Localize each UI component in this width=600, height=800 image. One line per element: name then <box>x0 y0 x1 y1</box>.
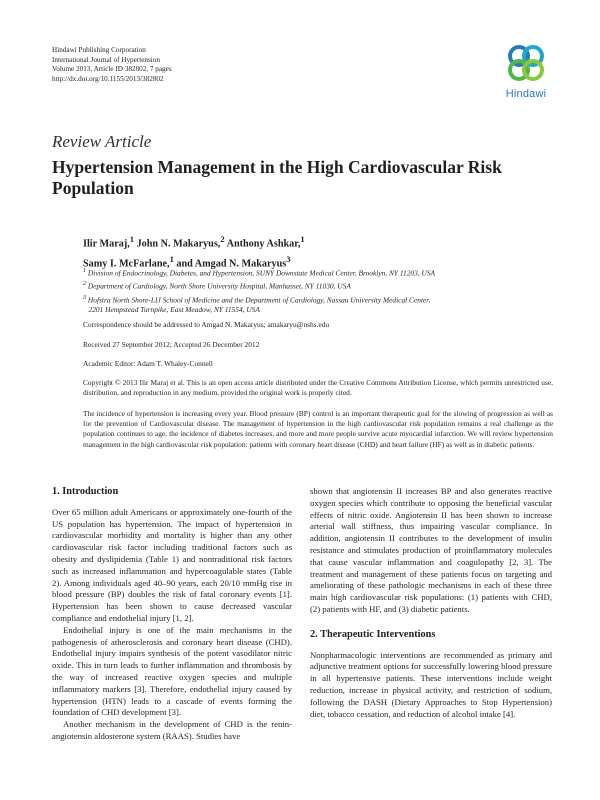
intro-paragraph-continued: shown that angiotensin II increases BP and also generates reactive oxygen species which contribute to opposing the beneficial vascular effects of nitric oxide. Angiotensin II has been shown to increase arterial wall stiffness, thus impairing vascular compliance. In addition, angiotensin II contributes to the development of insulin resistance and stimulates production of proinflammatory molecules that cause vascular inflammation and coagulopathy [2, 3]. The treatment and management of these patients focus on targeting and ameliorating of these pathologic mechanisms in each of these three main high cardiovascular risk populations: (1) patients with CHD, (2) patients with HF, and (3) diabetic patients. <box>310 486 552 614</box>
intro-paragraph-1: Over 65 million adult Americans or approximately one-fourth of the US population has hypertension. The impact of hypertension in cardiovascular morbidity and mortality is higher than any other cardiovascular risk factor including traditional factors such as obesity and dyslipidemia (Table 1) and nontraditional risk factors such as increased inflammation and hypercoagulable states (Table 2). Among individuals aged 40–90 years, each 20/10 mmHg rise in blood pressure (BP) doubles the risk of fatal coronary events [1]. Hypertension has been shown to cause decreased vascular compliance and endothelial injury [1, 2]. <box>52 506 292 623</box>
article-title: Hypertension Management in the High Cardiovascular Risk Population <box>52 157 502 198</box>
intro-paragraph-2: Endothelial injury is one of the main mechanisms in the pathogenesis of atherosclerosis and coronary heart disease (CHD). Endothelial injury impairs synthesis of the potent vasodilator nitric oxide. This in turn leads to further inflammation and thrombosis by the way of increased reactive oxygen species and multiple inflammatory markers [3]. Therefore, endothelial injury caused by hypertension (HTN) leads to a cascade of events forming the foundation of CHD development [3]. <box>52 624 292 718</box>
doi-link[interactable]: http://dx.doi.org/10.1155/2013/382802 <box>52 74 164 83</box>
volume-info: Volume 2013, Article ID 382802, 7 pages <box>52 65 172 74</box>
abstract: The incidence of hypertension is increasing every year. Blood pressure (BP) control is an important therapeutic goal for the slowing of progression as well as for the prevention of Cardiovascular disease. The management of hypertension in the high cardiovascular risk population remains a real challenge as the population continues to age, the incidence of diabetes increases, and more and more people survive acute myocardial infarction. We will review hypertension management in the high cardiovascular risk population: patients with coronary heart disease (CHD) and heart failure (HF) as well as in diabetic patients. <box>83 409 553 449</box>
body-column-left <box>52 486 292 743</box>
copyright-notice: Copyright © 2013 Ilir Maraj et al. This is an open access article distributed under the Creative Commons Attribution License, which permits unrestricted use, distribution, and reproduction in any medium, provided the original work is properly cited. <box>83 378 553 397</box>
hindawi-rings-icon <box>503 40 549 86</box>
affiliation-2: $^2$ Department of Cardiology, North Shore University Hospital, Manhasset, NY 11030, USA <box>83 281 351 291</box>
section-heading-introduction: 1. Introduction <box>52 486 119 497</box>
correspondence: Correspondence should be addressed to Amgad N. Makaryus; amakaryu@nshs.edu <box>83 320 330 329</box>
journal-header <box>52 46 172 84</box>
journal-name: International Journal of Hypertension <box>52 55 160 64</box>
hindawi-logo-text: Hindawi <box>505 88 547 100</box>
section-heading-therapeutic: 2. Therapeutic Interventions <box>310 628 436 640</box>
affiliations <box>83 266 553 316</box>
affiliation-3: $^3$ Hofstra North Shore-LIJ School of Medicine and the Department of Cardiology, Nassau University Medical Center, 2201 Hempstead Turnpike, East Meadow, NY 11554, USA <box>83 294 431 315</box>
intro-paragraph-3: Another mechanism in the development of CHD is the renin-angiotensin aldosterone system (RAAS). Studies have <box>52 719 292 741</box>
publisher: Hindawi Publishing Corporation <box>52 46 146 54</box>
received-dates: Received 27 September 2012; Accepted 26 December 2012 <box>83 340 260 349</box>
affiliation-1: $^1$ Division of Endocrinology, Diabetes, and Hypertension, SUNY Downstate Medical Center, Brooklyn, NY 11203, USA <box>83 268 436 278</box>
body-column-right <box>310 486 552 720</box>
author-list: Ilir Maraj,$^1$ John N. Makaryus,$^2$ Anthony Ashkar,$^1$ Samy I. McFarlane,$^1$ and Amgad N. Makaryus$^3$ <box>83 234 305 270</box>
therapeutic-paragraph-1: Nonpharmacologic interventions are recommended as primary and adjunctive treatment options for successfully lowering blood pressure in all hypertensive patients. These interventions include weight reduction, increase in physical activity, and restriction of sodium, following the DASH (Dietary Approaches to Stop Hypertension) diet, tobacco cessation, and reduction of alcohol intake [4]. <box>310 649 552 719</box>
academic-editor: Academic Editor: Adam T. Whaley-Connell <box>83 359 213 368</box>
hindawi-logo <box>497 40 555 106</box>
article-type: Review Article <box>52 132 152 151</box>
